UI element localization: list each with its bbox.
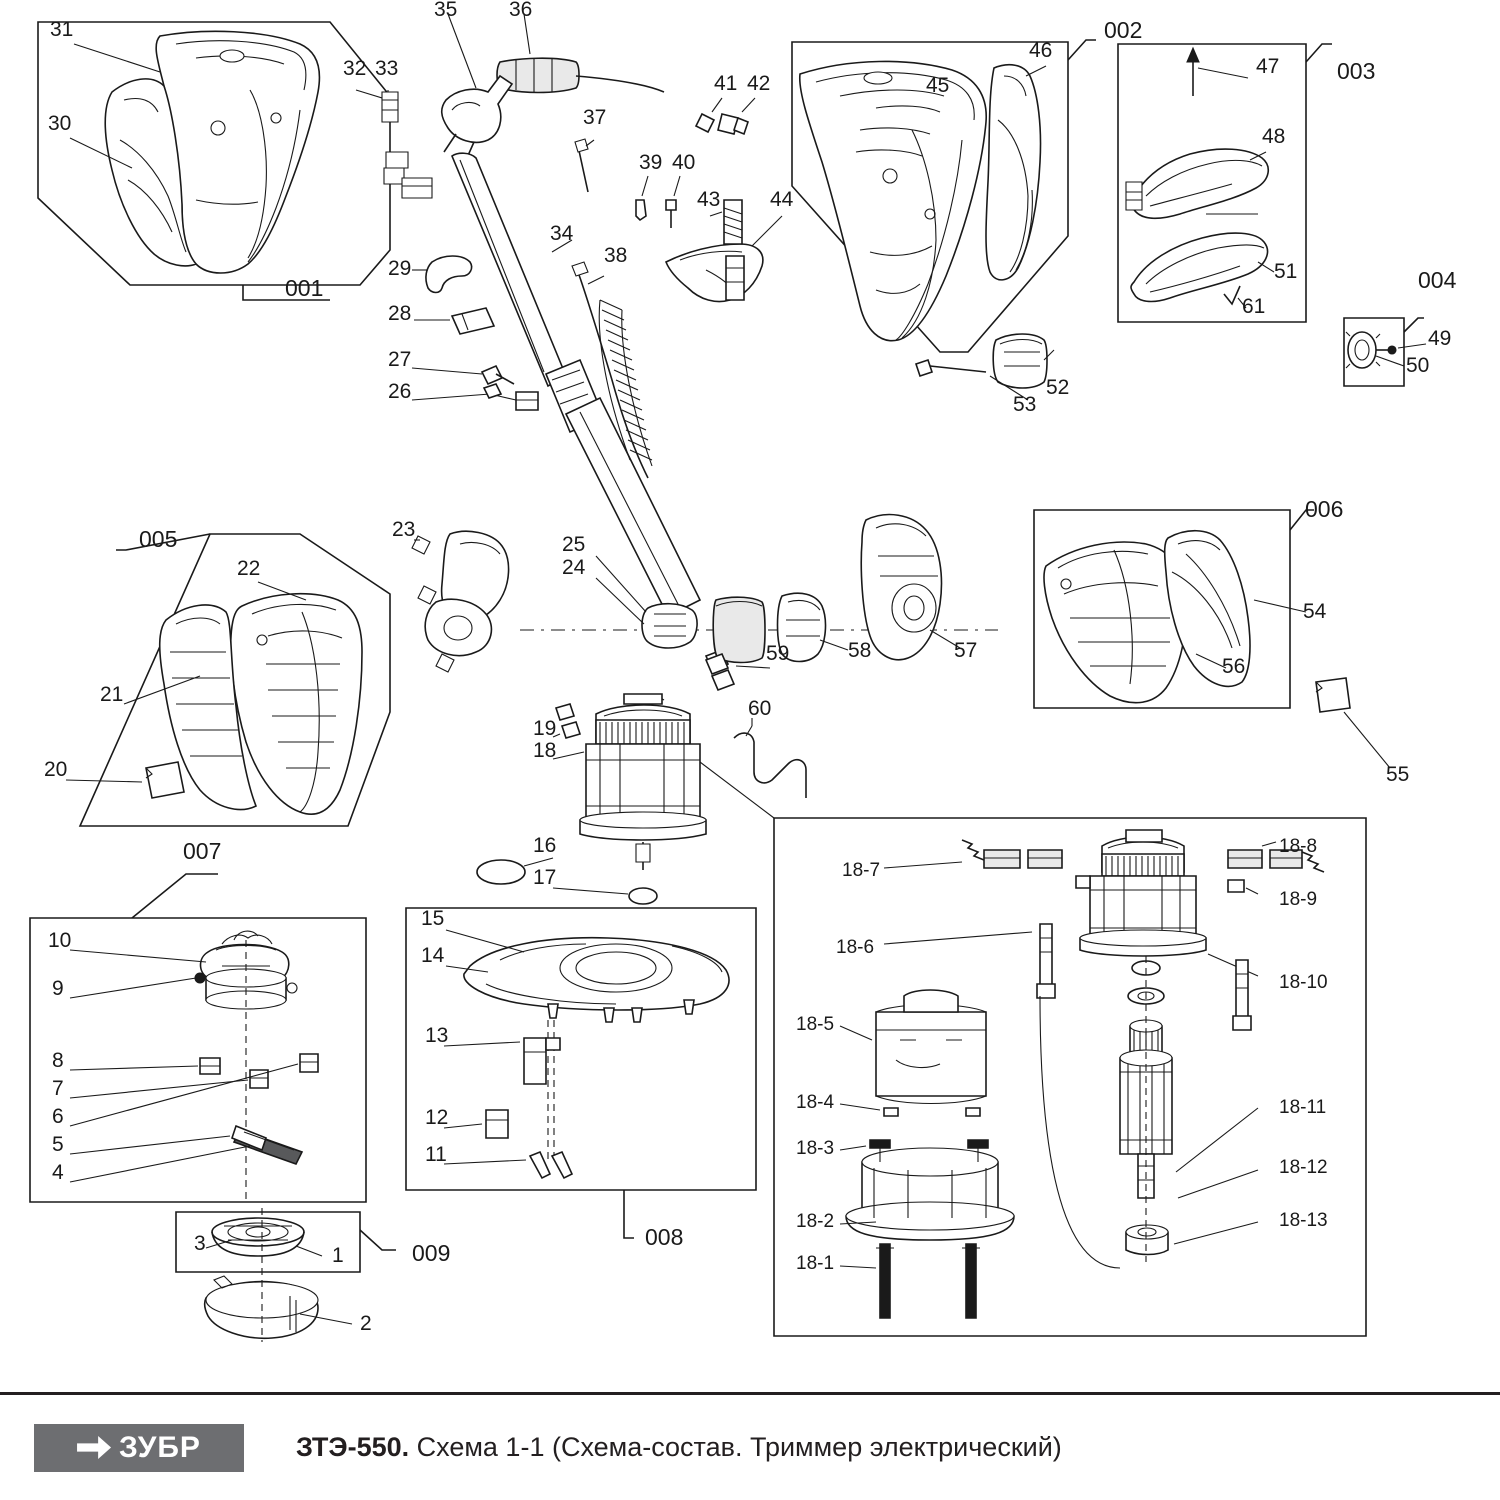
callout-label-7: 7 [52, 1077, 64, 1100]
motor-label-18-10: 18-10 [1279, 972, 1328, 993]
callout-label-23: 23 [392, 518, 416, 541]
callout-label-19: 19 [533, 717, 557, 740]
motor-label-18-1: 18-1 [796, 1253, 835, 1274]
callout-label-55: 55 [1386, 763, 1410, 786]
callout-label-41: 41 [714, 72, 738, 95]
footer-bar [0, 1392, 1500, 1500]
callout-label-3: 3 [194, 1232, 206, 1255]
callout-label-39: 39 [639, 151, 663, 174]
callout-label-34: 34 [550, 222, 574, 245]
callout-label-49: 49 [1428, 327, 1452, 350]
callout-label-1: 1 [332, 1244, 344, 1267]
callout-label-48: 48 [1262, 125, 1286, 148]
arrow-icon [77, 1431, 111, 1465]
motor-label-18-7: 18-7 [842, 860, 881, 881]
group-label-005: 005 [139, 526, 178, 552]
callout-label-35: 35 [434, 0, 458, 21]
callout-label-14: 14 [421, 944, 445, 967]
brand-name: ЗУБР [119, 1430, 201, 1464]
callout-label-21: 21 [100, 683, 124, 706]
callout-label-13: 13 [425, 1024, 449, 1047]
callout-label-50: 50 [1406, 354, 1430, 377]
group-label-007: 007 [183, 838, 222, 864]
callout-label-28: 28 [388, 302, 412, 325]
group-label-003: 003 [1337, 58, 1376, 84]
callout-label-56: 56 [1222, 655, 1246, 678]
group-label-008: 008 [645, 1224, 684, 1250]
callout-label-18: 18 [533, 739, 557, 762]
callout-label-4: 4 [52, 1161, 64, 1184]
callout-label-46: 46 [1029, 39, 1053, 62]
callout-label-53: 53 [1013, 393, 1037, 416]
brand-logo [34, 1424, 244, 1472]
callout-label-33: 33 [375, 57, 399, 80]
callout-labels [44, 0, 1451, 1335]
callout-label-40: 40 [672, 151, 696, 174]
callout-label-11: 11 [425, 1143, 447, 1166]
callout-label-26: 26 [388, 380, 412, 403]
group-label-002: 002 [1104, 17, 1143, 43]
callout-label-17: 17 [533, 866, 557, 889]
callout-label-2: 2 [360, 1312, 372, 1335]
group-label-009: 009 [412, 1240, 451, 1266]
callout-label-47: 47 [1256, 55, 1280, 78]
callout-label-58: 58 [848, 639, 872, 662]
callout-label-9: 9 [52, 977, 64, 1000]
callout-label-22: 22 [237, 557, 261, 580]
callout-label-5: 5 [52, 1133, 64, 1156]
motor-detail-labels [796, 836, 1328, 1274]
motor-label-18-5: 18-5 [796, 1014, 835, 1035]
model-code: ЗТЭ-550. [296, 1432, 410, 1462]
callout-label-10: 10 [48, 929, 72, 952]
motor-label-18-6: 18-6 [836, 937, 875, 958]
group-labels [139, 17, 1457, 1266]
motor-label-18-4: 18-4 [796, 1092, 835, 1113]
callout-label-42: 42 [747, 72, 771, 95]
callout-label-60: 60 [748, 697, 772, 720]
callout-label-44: 44 [770, 188, 794, 211]
group-label-004: 004 [1418, 267, 1457, 293]
motor-label-18-8: 18-8 [1279, 836, 1318, 857]
callout-label-15: 15 [421, 907, 445, 930]
group-label-001: 001 [285, 275, 324, 301]
motor-label-18-11: 18-11 [1279, 1097, 1327, 1118]
motor-label-18-2: 18-2 [796, 1211, 835, 1232]
callout-label-59: 59 [766, 642, 790, 665]
callout-label-54: 54 [1303, 600, 1327, 623]
callout-label-36: 36 [509, 0, 533, 21]
motor-label-18-9: 18-9 [1279, 889, 1318, 910]
callout-label-31: 31 [50, 18, 74, 41]
group-label-006: 006 [1305, 496, 1344, 522]
callout-label-43: 43 [697, 188, 721, 211]
callout-label-24: 24 [562, 556, 586, 579]
callout-label-25: 25 [562, 533, 586, 556]
callout-label-16: 16 [533, 834, 557, 857]
callout-label-52: 52 [1046, 376, 1070, 399]
callout-label-6: 6 [52, 1105, 64, 1128]
callout-label-57: 57 [954, 639, 978, 662]
callout-label-12: 12 [425, 1106, 449, 1129]
callout-label-30: 30 [48, 112, 72, 135]
callout-label-38: 38 [604, 244, 628, 267]
motor-label-18-3: 18-3 [796, 1138, 835, 1159]
callout-label-45: 45 [926, 74, 950, 97]
callout-label-32: 32 [343, 57, 367, 80]
callout-label-27: 27 [388, 348, 412, 371]
callout-label-20: 20 [44, 758, 68, 781]
callout-label-8: 8 [52, 1049, 64, 1072]
scheme-title: Схема 1-1 (Схема-состав. Триммер электрический) [409, 1432, 1062, 1462]
callout-label-61: 61 [1242, 295, 1266, 318]
callout-label-29: 29 [388, 257, 412, 280]
motor-label-18-12: 18-12 [1279, 1157, 1328, 1178]
callout-label-37: 37 [583, 106, 607, 129]
motor-label-18-13: 18-13 [1279, 1210, 1328, 1231]
callout-label-51: 51 [1274, 260, 1298, 283]
scheme-caption [296, 1432, 1062, 1463]
